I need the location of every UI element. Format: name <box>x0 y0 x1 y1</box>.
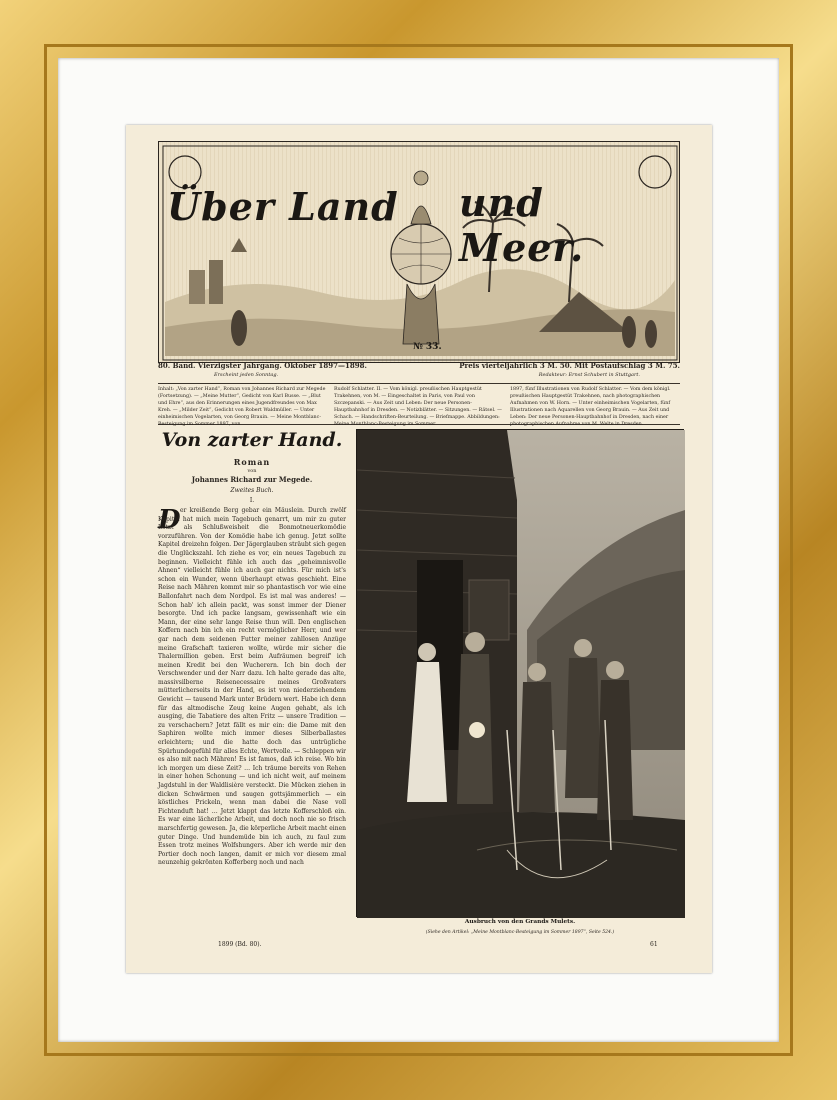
contents-column-3: 1897, fünf Illustrationen von Rudolf Schlatter. — Vom dem königl. preußischen Hauptgestüt Trakehnen, nach photographischen Aufnahmen von W. Horn. — Unter einheimischen Vogelarten, fünf Illustrationen nach Aquarellen von Georg Brauin. — Aus Zeit und Leben: Der neue Personen-Hauptbahnhof in Dresden, nach einer photographischen Aufnahme von M. Welte in Dresden. <box>510 387 671 427</box>
illustration-caption: Ausbruch von den Grands Mulets. <box>464 919 576 925</box>
illustration <box>356 429 684 917</box>
article-genre: Roman <box>233 457 271 467</box>
newspaper-page <box>126 125 712 973</box>
article-author: Johannes Richard zur Megede. <box>191 475 313 484</box>
article-body: er kreißende Berg gebar ein Mäuslein. Durch zwölf Kapitel hat mich mein Tagebuch genarrt, um mir zu guter Letzt als Schlußweisheit die Bonmotneuerkomödie vorzuführen. Von der Komödie habe ich genug. Jetzt sollte Kapitel dreizehn folgen. Der Jägerglauben sträubt sich gegen die Unglückszahl. Ich ziehe es vor, ein neues Tagebuch zu beginnen. Vielleicht fühle ich auch das „geheimnisvolle Ahnen“ vielleicht fühle ich auch gar nichts. Für mich ist's schon ein Wunder, wenn überhaupt etwas geschieht. Eine Reise nach Mähren kommt mir so phantastisch vor wie eine Ballonfahrt nach dem Nordpol. Es ist mal was anderes! — Schon hab' ich allein packt, was sonst immer der Diener besorgte. Und ich packe langsam, gewissenhaft wie ein Mann, der eine sehr lange Reise thun will. Den englischen Koffern nach bin ich ein recht vermöglicher Herr, und wer gar nach dem seidenen Futter meiner zahllosen Anzüge meine Grafschaft taxieren wollte, würde mir sicher die Thalermillion geben. Erst beim Aufräumen begreif' ich meinen Kredit bei den Wucherern. Ich bin doch der Verschwender und der Narr dazu. Ich halte gerade das alte, massivsilberne Reisenecessaire meines Großvaters mütterlicherseits in der Hand, es ist von niederziehendem Gewicht — tausend Mark unter Brüdern wert. Habe ich denn für das altmodische Zeug keine Augen gehabt, als ich ausging, die Tabatiere des alten Fritz — unsere Tradition — zu verschachern? Jetzt fällt es mir ein: die Dame mit den Saphiren wollte mich immer dieses Silberballastes erleichtern; und die hatte doch das untrügliche Spürhundegefühl für alles Echte, Wertvolle. — Schleppen wir es also mit nach Mähren! Es ist famos, daß ich reise. Wo bin ich morgen um diese Zeit? … Ich träume bereits von Rehen in einer hohen Schonung — und ich nicht weit, auf meinem Jagdstuhl in der Waldlisière versteckt. Die Mücken ziehen in dicken Schwärmen und saugen gottsjämmerlich — ein köstliches Prickeln, wenn man dabei die Nase voll Fichtenduft hat! … Jetzt klappt das letzte Kofferschloß ein. Es war eine lächerliche Arbeit, und doch noch nie so frisch marschfertig gewesen. Ja, die körperliche Arbeit macht einen guter Dinge. Und hundemüde bin ich auch, zu faul zum Essen trotz meines Wolfshungers. Aber ich werde mir den Portier doch noch langen, damit er mich vor diesem zmal neunzehig gekrönten Kofferberg noch und nach <box>158 507 346 867</box>
article-book: Zweites Buch. <box>230 487 274 494</box>
article-by: von <box>247 468 257 474</box>
volume-info: 80. Band. Vierzigster Jahrgang. Oktober 1897—1898. <box>158 361 367 370</box>
illustration-caption-reference: (Siehe den Artikel: „Meine Montblanc-Besteigung im Sommer 1897“, Seite 524.) <box>425 930 615 935</box>
masthead-title-left: Über Land <box>167 184 399 229</box>
masthead-title-right: und Meer. <box>459 180 585 270</box>
contents-column-1: Inhalt: „Von zarter Hand“, Roman von Johannes Richard zur Megede (Fortsetzung). — „Meine Mutter“, Gedicht von Karl Busse. — „Blut und Ehre“, aus den Erinnerungen eines Jugendfreundes von Max Kreh. — „Milder Zeit“, Gedicht von Robert Waldmüller. — Unter einheimischen Vogelarten, von Georg Brauin. — Meine Montblanc-Besteigung im Sommer 1897, von <box>158 387 326 427</box>
page-number: 61 <box>650 941 658 948</box>
illustration-engraving <box>357 430 685 918</box>
table-of-contents <box>158 383 680 425</box>
price-info: Preis vierteljährlich 3 M. 50. Mit Postaufschlag 3 M. 75. <box>459 361 680 370</box>
article-title: Von zarter Hand. <box>161 429 343 451</box>
drop-cap: D <box>158 505 181 535</box>
article-column <box>158 429 346 949</box>
issue-number: № 33. <box>413 342 442 352</box>
publication-frequency: Erscheint jeden Sonntag. <box>214 372 279 378</box>
masthead <box>158 141 680 363</box>
editor-info: Redakteur: Ernst Schubert in Stuttgart. <box>538 372 640 378</box>
contents-column-2: Rudolf Schlatter. II. — Vom königl. preußischen Hauptgestüt Trakehnen, von M. — Eingeschaltet in Paris, von Paul von Szczepanski. — Aus Zeit und Leben: Der neue Personen-Hauptbahnhof in Dresden. — Notizblätter. — Sitzungen. — Rätsel. — Schach. — Handschriften-Beurteilung. — Briefmappe. Abbildungen: Meine Montblanc-Besteigung im Sommer <box>334 387 502 427</box>
volume-footer: 1899 (Bd. 80). <box>218 941 262 948</box>
article-chapter: I. <box>249 497 255 504</box>
